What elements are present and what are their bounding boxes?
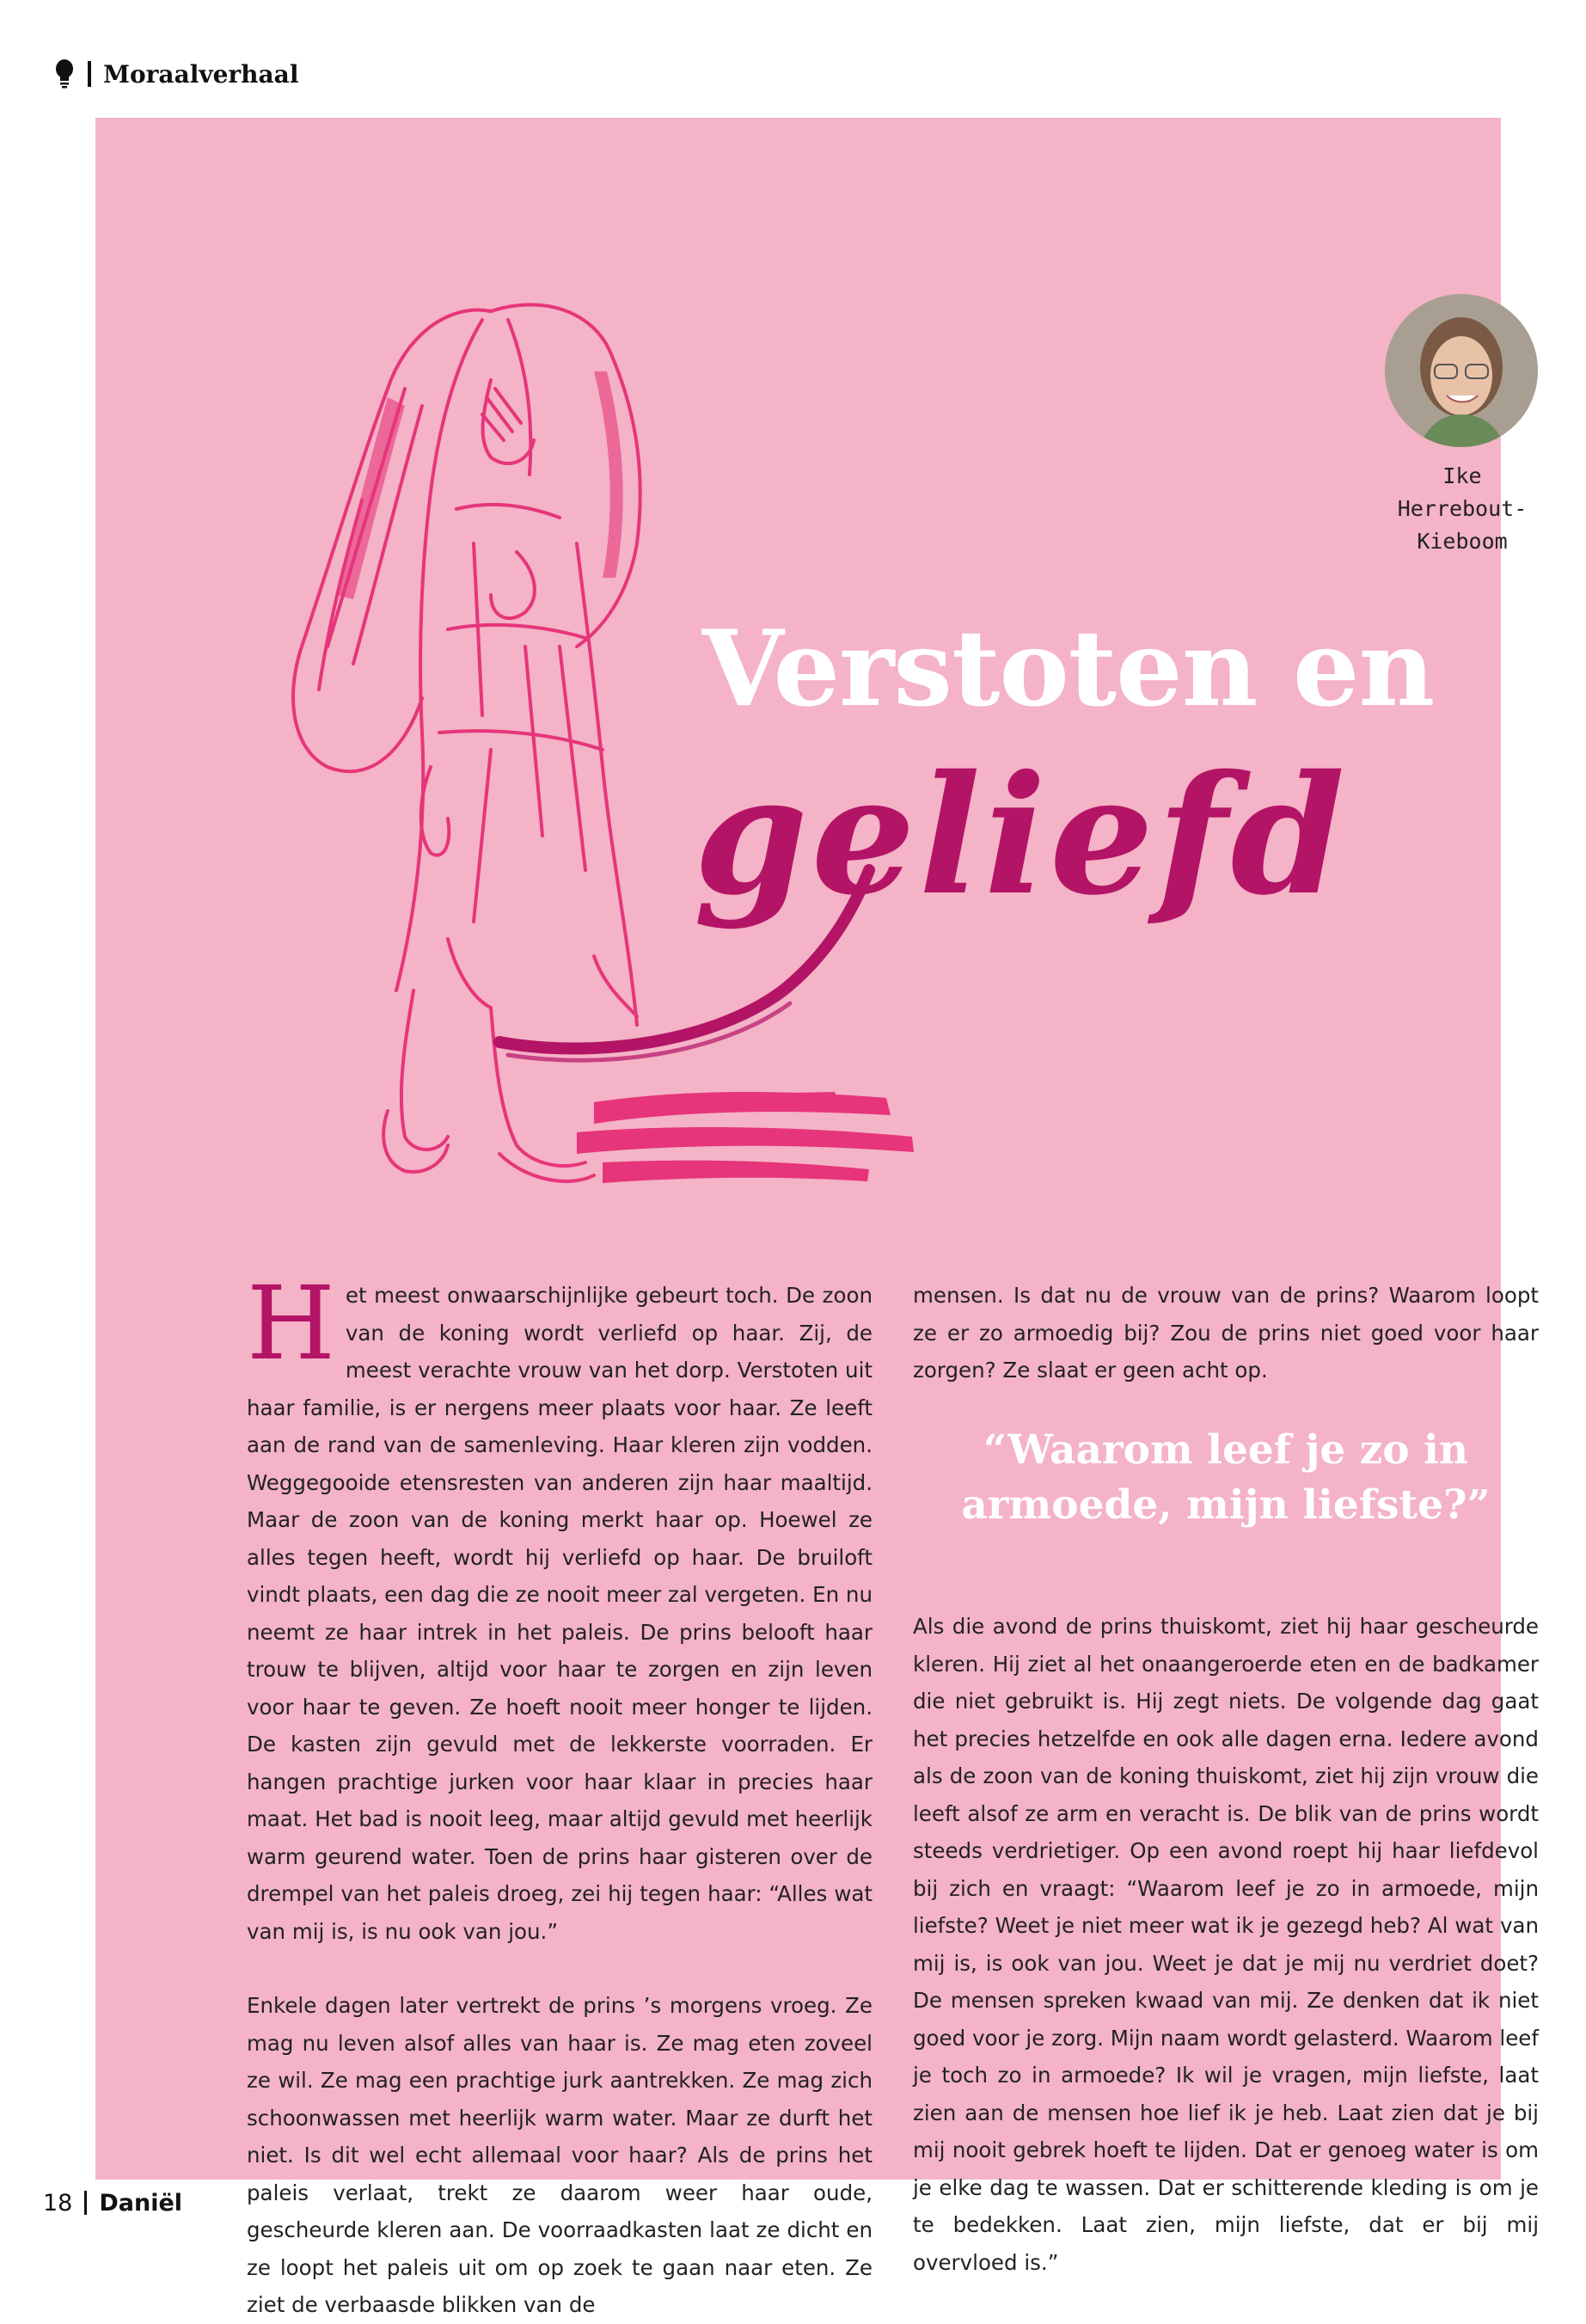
page-number: 18 (43, 2189, 73, 2217)
paragraph: Enkele dagen later vertrekt de prins ’s morgens vroeg. Ze mag nu leven alsof alles van haar is. Ze mag eten zoveel ze wil. Ze mag een prachtige jurk aantrekken. Ze mag zich schoonwassen met heerlijk warm water. Maar ze durft het niet. Is dit wel echt allemaal voor haar? Als de prins het paleis verlaat, trekt ze daarom weer haar oude, gescheurde kleren aan. De voorraadkasten laat ze dicht en ze loopt het paleis uit om op zoek te gaan naar eten. Ze ziet de verbaasde blikken van de (247, 1993, 873, 2317)
author-name-line: Ike (1442, 463, 1482, 488)
title-line-2: geliefd (694, 739, 1349, 931)
page-header (53, 57, 298, 91)
drop-cap: H (247, 1264, 335, 1383)
section-label: Moraalverhaal (103, 59, 299, 89)
article-column-right-top (913, 1277, 1539, 1389)
title-line-1: Verstoten en (702, 606, 1435, 730)
author-avatar (1385, 294, 1538, 447)
author-name-line: Kieboom (1417, 529, 1508, 554)
footer-divider (84, 2191, 87, 2215)
paragraph: mensen. Is dat nu de vrouw van de prins? Waarom loopt ze er zo armoedig bij? Zou de prins niet goed voor haar zorgen? Ze slaat er geen acht op. (913, 1283, 1539, 1383)
author-name (1333, 460, 1586, 558)
page-footer (43, 2186, 182, 2220)
lightbulb-icon (53, 58, 76, 89)
header-divider (88, 61, 91, 87)
paragraph: Als die avond de prins thuiskomt, ziet hij haar gescheurde kleren. Hij ziet al het onaangeroerde eten en de badkamer die niet gebruikt is. Hij zegt niets. De volgende dag gaat het precies hetzelfde en ook alle dagen erna. Iedere avond als de zoon van de koning thuiskomt, ziet hij zijn vrouw die leeft alsof ze arm en veracht is. De blik van de prins wordt steeds verdrietiger. Op een avond roept hij haar liefdevol bij zich en vraagt: “Waarom leef je zo in armoede, mijn liefste? Weet je niet meer wat ik je gezegd heb? Al wat van mij is, is ook van jou. Weet je dat je mij nu verdriet doet? De mensen spreken kwaad van mij. Ze denken dat ik niet goed voor je zorg. Mijn naam wordt gelasterd. Waarom leef je toch zo in armoede? Ik wil je vragen, mijn liefste, laat zien aan de mensen hoe lief ik je heb. Laat zien dat je bij mij nooit gebrek hoeft te lijden. Dat er genoeg water is om je elke dag te wassen. Dat er schitterende kleding is om je te bedekken. Laat zien, mijn liefste, dat er bij mij overvloed is.” (913, 1614, 1539, 2275)
pull-quote: “Waarom leef je zo in armoede, mijn liefste?” (961, 1426, 1491, 1529)
paragraph (247, 1264, 873, 1950)
article-column-left (247, 1264, 873, 2324)
magazine-name: Daniël (99, 2189, 183, 2217)
author-name-line: Herrebout- (1397, 496, 1528, 521)
author-photo (1385, 294, 1538, 447)
paragraph-text: et meest onwaarschijnlijke gebeurt toch. De zoon van de koning wordt verliefd op haar. Zij, de meest verachte vrouw van het dorp. Verstoten uit haar familie, is er nergens meer plaats voor haar. Ze leeft aan de rand van de samenleving. Haar kleren zijn vodden. Weggegooide etensresten van anderen zijn haar maaltijd. Maar de zoon van de koning merkt haar op. Hoewel ze alles tegen heeft, wordt hij verliefd op haar. De bruiloft vindt plaats, een dag die ze nooit meer zal vergeten. En nu neemt ze haar intrek in het paleis. De prins belooft haar trouw te blijven, altijd voor haar te zorgen en zijn leven voor haar te geven. Ze hoeft nooit meer honger te lijden. De kasten zijn gevuld met de lekkerste voorraden. Er hangen prachtige jurken voor haar klaar in precies haar maat. Het bad is nooit leeg, maar altijd gevuld met heerlijk warm geurend water. Toen de prins haar gisteren over de drempel van het paleis droeg, zei hij tegen haar: “Alles wat van mij is, is nu ook van jou.” (247, 1283, 873, 1944)
article-column-right-bottom (913, 1608, 1539, 2281)
